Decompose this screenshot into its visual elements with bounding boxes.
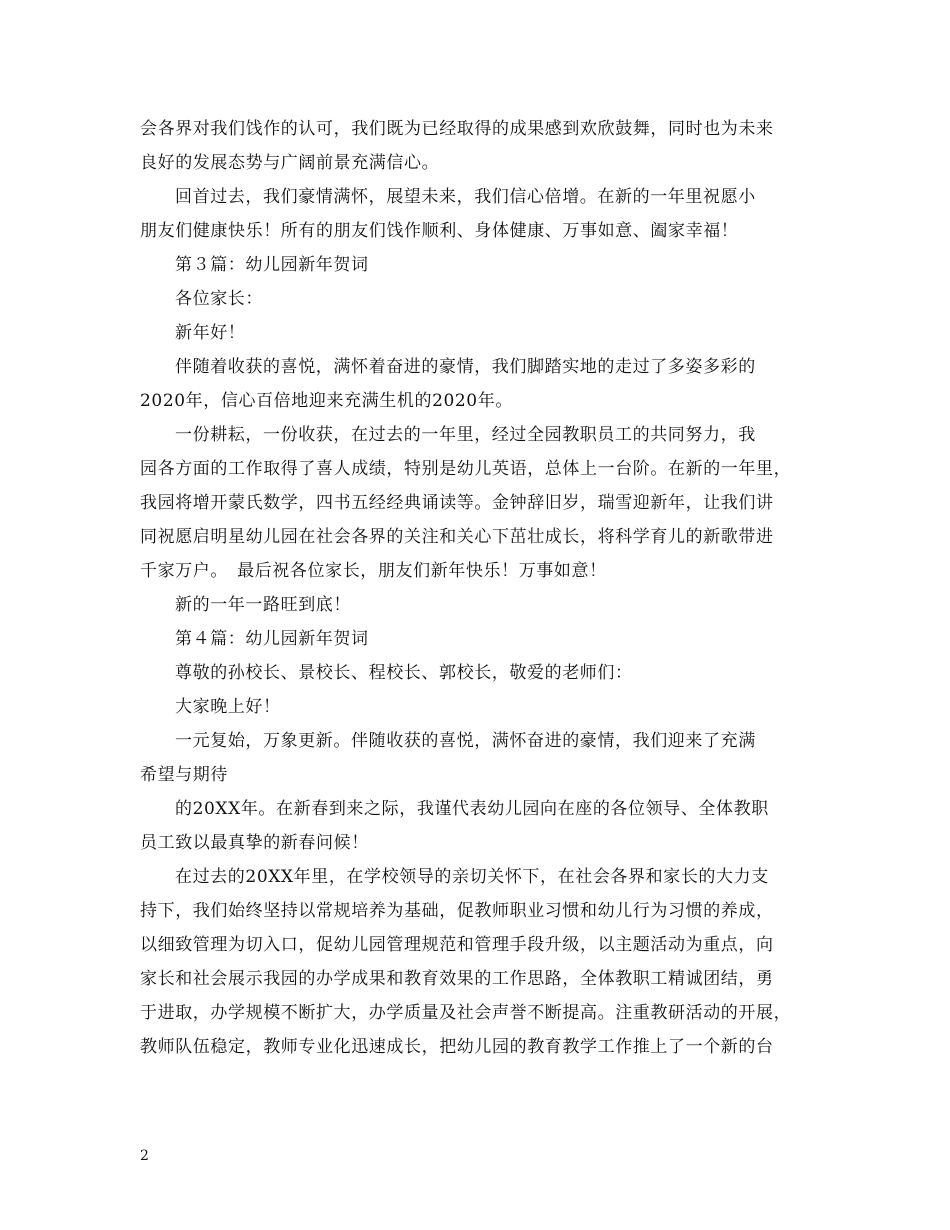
greeting: 新年好！ xyxy=(175,323,246,343)
text-line: 朋友们健康快乐！所有的朋友们饯作顺利、身体健康、万事如意、阖家幸福！ xyxy=(140,221,739,241)
text-line: 良好的发展态势与广阔前景充满信心。 xyxy=(140,153,440,173)
text-line: 持下，我们始终坚持以常规培养为基础，促教师职业习惯和幼儿行为习惯的养成， xyxy=(140,901,774,921)
section-heading: 第４篇：幼儿园新年贺词 xyxy=(175,629,369,649)
paragraph-start-line: 伴随着收获的喜悦，满怀着奋进的豪情，我们脚踏实地的走过了多姿多彩的 xyxy=(175,357,756,377)
paragraph-start-line: 新的一年一路旺到底！ xyxy=(175,595,351,615)
paragraph-start-line: 一份耕耘，一份收获，在过去的一年里，经过全园教职员工的共同努力，我 xyxy=(175,425,756,445)
text-line: 同祝愿启明星幼儿园在社会各界的关注和关心下茁壮成长，将科学育儿的新歌带进 xyxy=(140,527,774,547)
text-line: 千家万户。 最后祝各位家长，朋友们新年快乐！万事如意！ xyxy=(140,561,607,581)
paragraph-start-line: 在过去的20XX年里，在学校领导的亲切关怀下，在社会各界和家长的大力支 xyxy=(175,867,769,887)
greeting: 大家晚上好！ xyxy=(175,697,281,717)
text-line: 园各方面的工作取得了喜人成绩，特别是幼儿英语，总体上一台阶。在新的一年里， xyxy=(140,459,792,479)
salutation: 各位家长： xyxy=(175,289,263,309)
text-line: 2020年，信心百倍地迎来充满生机的2020年。 xyxy=(140,391,513,411)
text-line: 的20XX年。在新春到来之际，我谨代表幼儿园向在座的各位领导、全体教职 xyxy=(175,799,769,819)
text-line: 会各界对我们饯作的认可，我们既为已经取得的成果感到欢欣鼓舞，同时也为未来 xyxy=(140,119,774,139)
text-line: 家长和社会展示我园的办学成果和教育效果的工作思路，全体教职工精诚团结，勇 xyxy=(140,969,774,989)
paragraph-start-line: 回首过去，我们豪情满怀，展望未来，我们信心倍增。在新的一年里祝愿小 xyxy=(175,187,756,207)
text-line: 于进取，办学规模不断扩大，办学质量及社会声誉不断提高。注重教研活动的开展， xyxy=(140,1003,792,1023)
salutation: 尊敬的孙校长、景校长、程校长、郭校长，敬爱的老师们： xyxy=(175,663,633,683)
text-line: 员工致以最真挚的新春问候！ xyxy=(140,833,369,853)
page-number: 2 xyxy=(140,1148,149,1164)
text-line: 希望与期待 xyxy=(140,765,228,785)
text-line: 以细致管理为切入口，促幼儿园管理规范和管理手段升级，以主题活动为重点，向 xyxy=(140,935,774,955)
text-line: 教师队伍稳定，教师专业化迅速成长，把幼儿园的教育教学工作推上了一个新的台 xyxy=(140,1037,774,1057)
section-heading: 第３篇：幼儿园新年贺词 xyxy=(175,255,369,275)
paragraph-start-line: 一元复始，万象更新。伴随收获的喜悦，满怀奋进的豪情，我们迎来了充满 xyxy=(175,731,756,751)
text-line: 我园将增开蒙氏数学，四书五经经典诵读等。金钟辞旧岁，瑞雪迎新年，让我们讲 xyxy=(140,493,774,513)
